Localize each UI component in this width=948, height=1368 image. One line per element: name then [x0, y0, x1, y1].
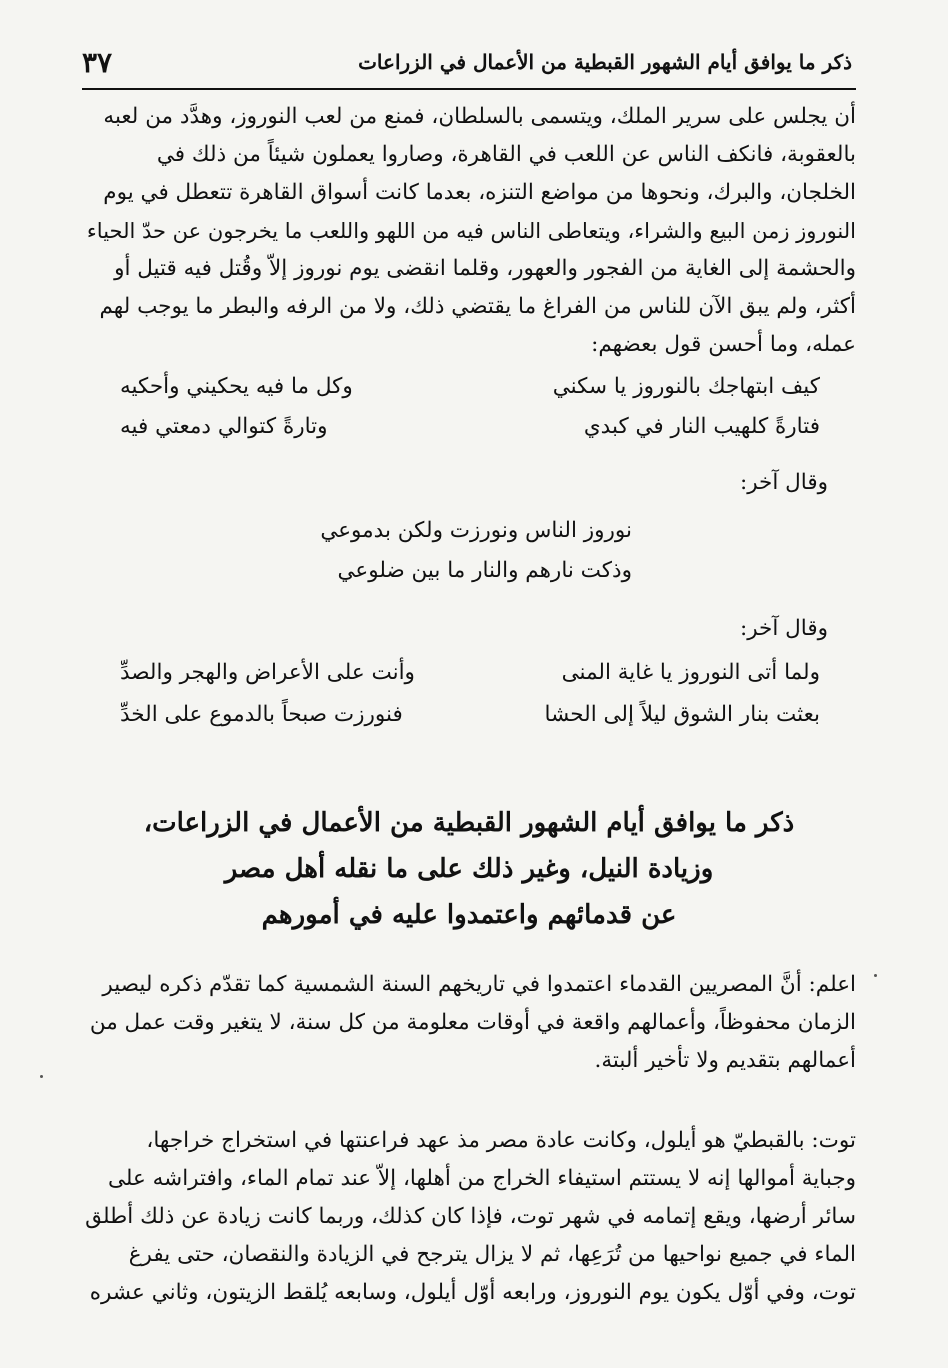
text-line: الماء في جميع نواحيها من تُرَعِها، ثم لا يزال يترجح في الزيادة والنقصان، حتى يفرغ [128, 1242, 856, 1267]
scan-speck [40, 1075, 43, 1078]
scan-speck [874, 974, 877, 977]
poem3-hemistich-right: بعثت بنار الشوق ليلاً إلى الحشا [544, 702, 820, 727]
text-line: وجباية أموالها إنه لا يستتم استيفاء الخراج من أهلها، إلاّ عند تمام الماء، وافتراشه على [107, 1166, 856, 1191]
paragraph-1 [82, 98, 856, 364]
text-line: اعلم: أنَّ المصريين القدماء اعتمدوا في تاريخهم السنة الشمسية كما تقدّم ذكره ليصير [102, 972, 856, 997]
poem1-hemistich-right: فتارةً كلهيب النار في كبدي [583, 414, 820, 439]
heading-line: عن قدمائهم واعتمدوا عليه في أمورهم [261, 900, 677, 930]
text-line: النوروز زمن البيع والشراء، ويتعاطى الناس فيه من اللهو واللعب ما يخرجون عن حدّ الحياء [86, 219, 856, 243]
text-line: توت: بالقبطيّ هو أيلول، وكانت عادة مصر مذ عهد فراعنتها في استخراج خراجها، [146, 1128, 856, 1153]
poem3-hemistich-left: فنورزت صبحاً بالدموع على الخدِّ [120, 702, 403, 727]
page-header [82, 40, 852, 84]
running-title: ذكر ما يوافق أيام الشهور القبطية من الأعمال في الزراعات [358, 50, 852, 74]
text-line: أعمالهم بتقديم ولا تأخير ألبتة. [594, 1048, 856, 1073]
header-rule [82, 88, 856, 90]
poem2-verse: وذكت نارهم والنار ما بين ضلوعي [337, 558, 632, 583]
text-line: سائر أرضها، ويقع إتمامه في شهر توت، فإذا كان كذلك، وربما كانت زيادة عن ذلك أطلق [85, 1204, 856, 1229]
poem1-hemistich-left: وكل ما فيه يحكيني وأحكيه [120, 374, 353, 399]
poem-intro: وقال آخر: [739, 616, 828, 641]
text-line: أن يجلس على سرير الملك، ويتسمى بالسلطان، فمنع من لعب النوروز، وهدَّد من لعبه [103, 104, 856, 129]
text-line: أكثر، ولم يبق الآن للناس من الفراغ ما يقتضي ذلك، ولا من الرفه والبطر ما يوجب لهم [99, 294, 856, 319]
paragraph-3 [82, 1122, 856, 1312]
page-number: ٣٧ [82, 45, 113, 79]
poem-intro: وقال آخر: [739, 470, 828, 495]
section-heading [82, 800, 856, 938]
poem1-hemistich-right: كيف ابتهاجك بالنوروز يا سكني [552, 374, 820, 399]
text-line: توت، وفي أوّل يكون يوم النوروز، ورابعه أوّل أيلول، وسابعه يُلقط الزيتون، وثاني عشره [89, 1280, 856, 1305]
heading-line: ذكر ما يوافق أيام الشهور القبطية من الأعمال في الزراعات، [143, 808, 795, 838]
poem1-hemistich-left: وتارةً كتوالي دمعتي فيه [120, 414, 328, 439]
paragraph-2 [82, 966, 856, 1080]
text-line: والحشمة إلى الغاية من الفجور والعهور، وقلما انقضى يوم نوروز إلاّ وقُتل فيه قتيل أو [114, 256, 856, 281]
poem3-hemistich-left: وأنت على الأعراض والهجر والصدِّ [120, 660, 415, 685]
poem3-hemistich-right: ولما أتى النوروز يا غاية المنى [561, 660, 820, 685]
text-line: الزمان محفوظاً، وأعمالهم واقعة في أوقات معلومة من كل سنة، لا يتغير وقت عمل من [89, 1010, 856, 1035]
text-line: الخلجان، والبرك، ونحوها من مواضع التنزه، بعدما كانت أسواق القاهرة تتعطل في يوم [103, 180, 856, 205]
text-line: بالعقوبة، فانكف الناس عن اللعب في القاهرة، وصاروا يعملون شيئاً من ذلك في [156, 142, 856, 167]
text-line: عمله، وما أحسن قول بعضهم: [591, 332, 856, 357]
heading-line: وزيادة النيل، وغير ذلك على ما نقله أهل مصر [224, 854, 714, 884]
poem2-verse: نوروز الناس ونورزت ولكن بدموعي [320, 518, 632, 543]
